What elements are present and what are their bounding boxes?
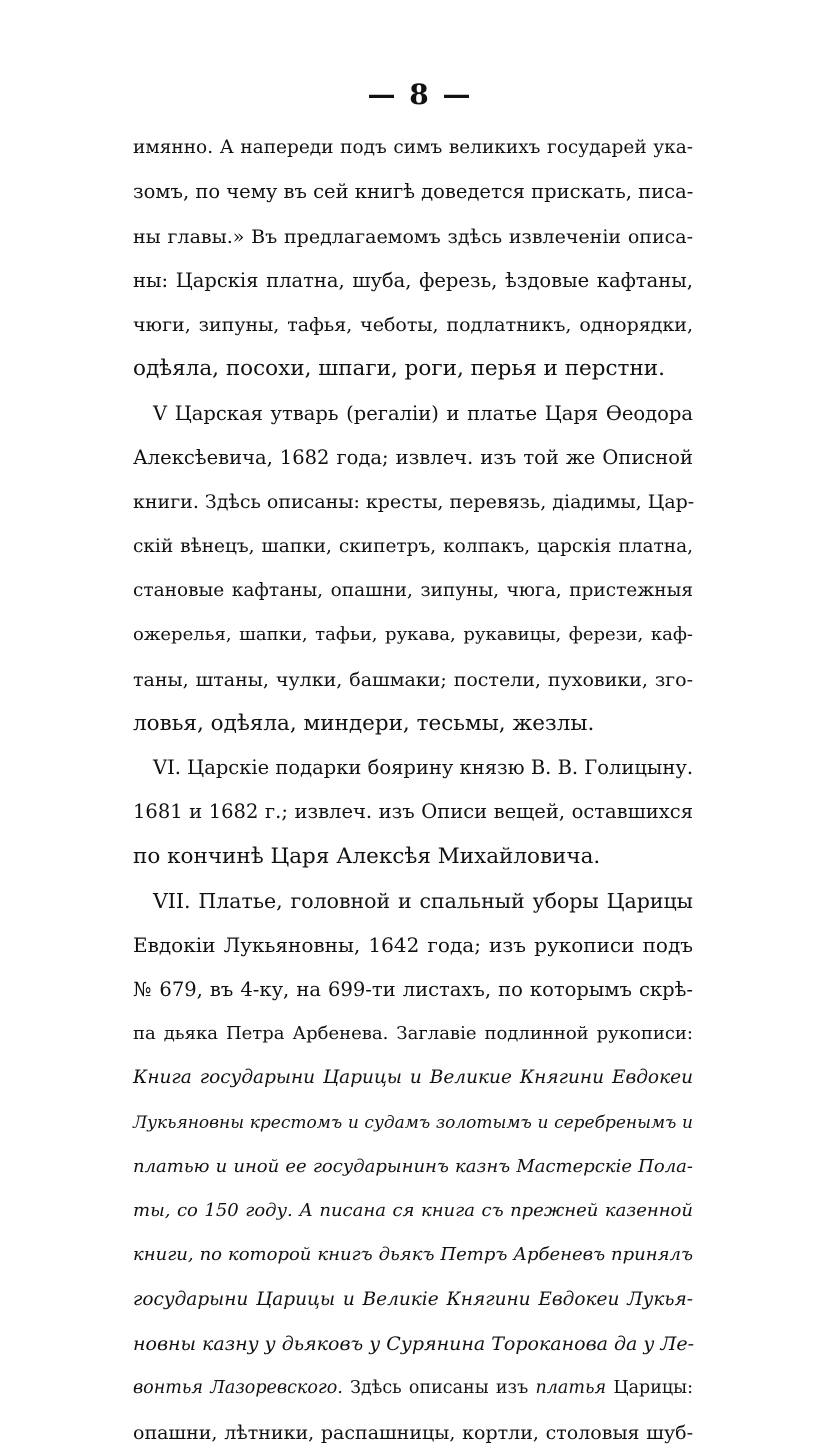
- italic-title-line: Книга государыни Царицы и Великие Княгини Евдокеи: [133, 1067, 693, 1089]
- text-line: № 679, въ 4-ку, на 699-ти листахъ, по которымъ скрѣ-: [133, 977, 693, 1001]
- italic-title-line: Лукьяновны крестомъ и судамъ золотымъ и серебренымъ и: [133, 1112, 693, 1133]
- text-line: Алексѣевича, 1682 года; извлеч. изъ той же Описной: [133, 446, 693, 470]
- text-line: одѣяла, посохи, шпаги, роги, перья и перстни.: [133, 356, 665, 382]
- text-line: 1681 и 1682 г.; извлеч. изъ Описи вещей, оставшихся: [133, 800, 693, 824]
- text-fragment: Царицы:: [613, 1378, 693, 1399]
- text-line: по кончинѣ Царя Алексѣя Михайловича.: [133, 843, 601, 869]
- italic-title-line: платью и иной ее государынинъ казнъ Мастерскіе Пола-: [133, 1155, 693, 1177]
- text-line: Евдокіи Лукьяновны, 1642 года; изъ рукописи подъ: [133, 933, 693, 958]
- italic-title-line: ты, со 150 году. А писана ся книга съ прежней казенной: [133, 1200, 693, 1222]
- section-v-heading: V Царская утварь (регаліи) и платье Царя Ѳеодора: [153, 401, 693, 425]
- page-number: — 8 —: [367, 78, 473, 111]
- italic-title-line: книги, по которой книгъ дьякъ Петръ Арбеневъ принялъ: [133, 1244, 693, 1266]
- text-line: становые кафтаны, опашни, зипуны, чюга, пристежныя: [133, 579, 693, 601]
- text-line: книги. Здѣсь описаны: кресты, перевязь, діадимы, Цар-: [133, 491, 695, 514]
- text-line: ны главы.» Въ предлагаемомъ здѣсь извлеченіи описа-: [133, 225, 693, 248]
- mixed-line: [133, 1366, 693, 1410]
- italic-fragment: платья: [535, 1378, 607, 1399]
- text-line: па дьяка Петра Арбенева. Заглавіе подлинной рукописи:: [133, 1022, 693, 1044]
- text-line: опашни, лѣтники, распашницы, кортли, столовыя шуб-: [133, 1421, 693, 1444]
- body-text: [133, 126, 693, 1455]
- text-line: зомъ, по чему въ сей книгѣ доведется прискать, писа-: [133, 180, 694, 204]
- text-line: имянно. А напереди подъ симъ великихъ государей ука-: [133, 137, 693, 158]
- text-line: чюги, зипуны, тафья, чеботы, подлатникъ, однорядки,: [133, 314, 693, 337]
- text-fragment: Здѣсь описаны изъ: [350, 1378, 529, 1399]
- text-line: ны: Царскія платна, шуба, ферезь, ѣздовые кафтаны,: [133, 268, 693, 292]
- text-line: ловья, одѣяла, миндери, тесьмы, жезлы.: [133, 710, 595, 736]
- text-line: скій вѣнецъ, шапки, скипетръ, колпакъ, царскія платна,: [133, 535, 693, 557]
- text-line: таны, штаны, чулки, башмаки; постели, пуховики, зго-: [133, 668, 693, 691]
- section-vi-heading: VI. Царскіе подарки боярину князю В. В. Голицыну.: [153, 756, 694, 780]
- italic-fragment: вонтья Лазоревского.: [133, 1378, 343, 1399]
- section-vii-heading: VII. Платье, головной и спальный уборы Царицы: [153, 889, 693, 914]
- italic-title-line: новны казну у дьяковъ у Сурянина Тороканова да у Ле-: [133, 1333, 694, 1356]
- text-line: ожерелья, шапки, тафьи, рукава, рукавицы, ферези, каф-: [133, 624, 693, 646]
- italic-title-line: государыни Царицы и Великіе Княгини Евдокеи Лукья-: [133, 1288, 693, 1310]
